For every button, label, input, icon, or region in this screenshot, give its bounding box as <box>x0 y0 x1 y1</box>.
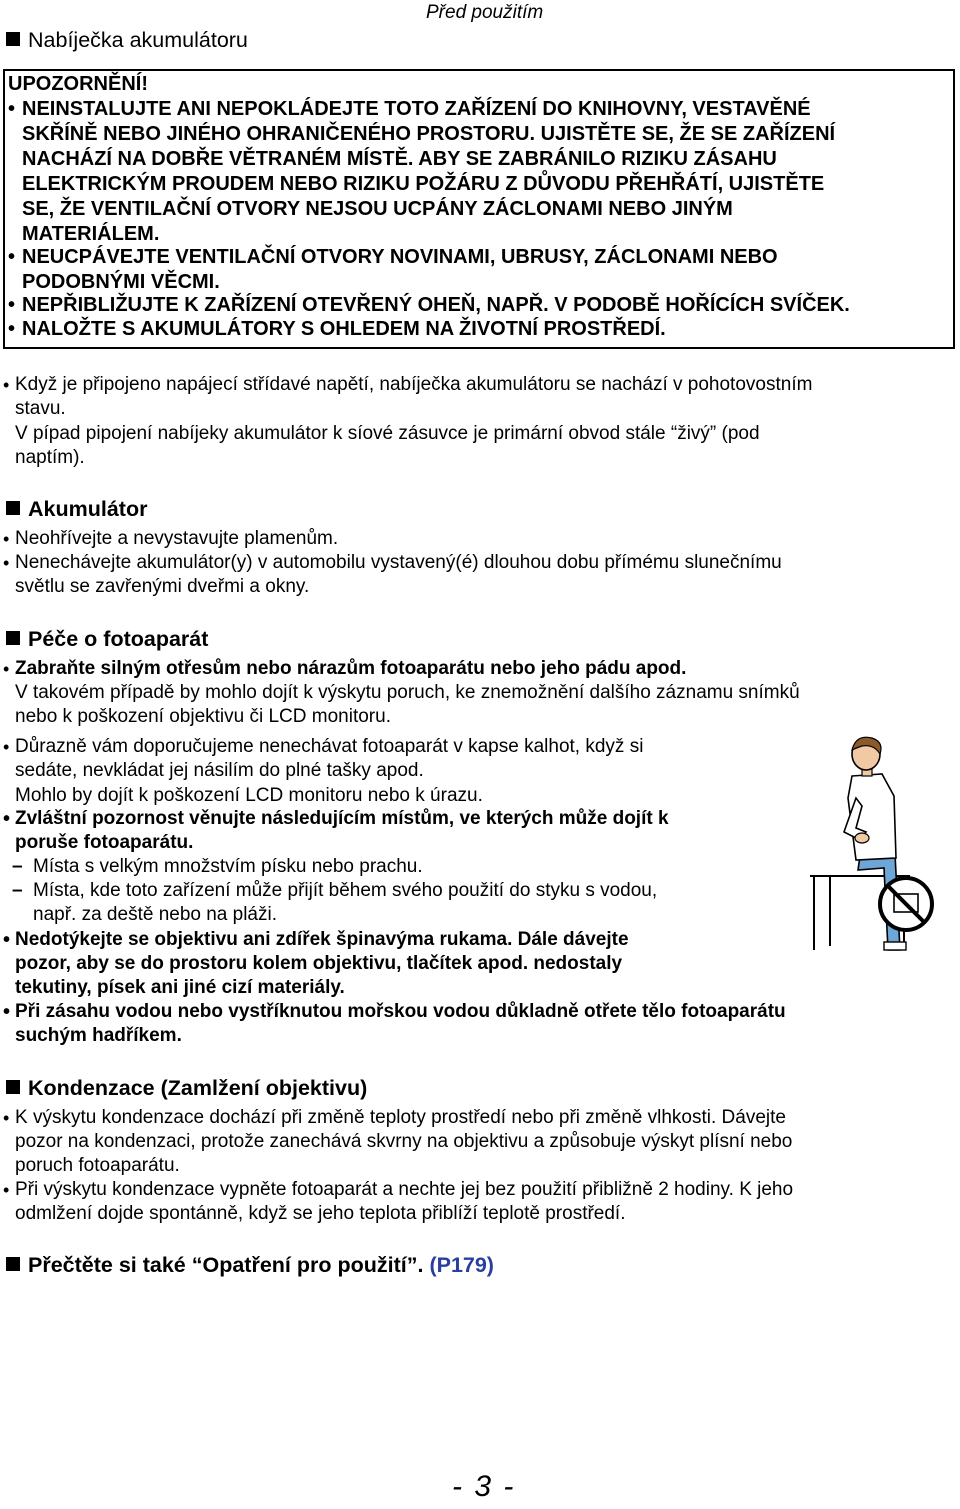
square-bullet-icon <box>6 1080 20 1094</box>
charger-note-line: naptím). <box>15 447 85 468</box>
condensation-line: pozor na kondenzaci, protože zanechává skvrny na objektivu a způsobuje výskyt plísní nebo <box>15 1131 793 1152</box>
warning-title: UPOZORNĚNÍ! <box>8 73 148 95</box>
section-battery: Akumulátor <box>6 497 147 522</box>
battery-item: Nenechávejte akumulátor(y) v automobilu vystavený(é) dlouhou dobu přímému slunečnímu <box>15 552 782 573</box>
camera-subitem: Místa, kde toto zařízení může přijít během svého použití do styku s vodou, <box>33 880 658 901</box>
condensation-line: K výskytu kondenzace dochází při změně teploty prostředí nebo při změně vlhkosti. Dávejte <box>15 1107 786 1128</box>
charger-note-line: Když je připojeno napájecí střídavé napětí, nabíječka akumulátoru se nachází v pohotovostním <box>15 374 813 395</box>
page-number: - 3 - <box>452 1470 516 1503</box>
bullet-icon: • <box>3 375 10 395</box>
bullet-icon: • <box>3 659 10 679</box>
camera-item-bold: suchým hadříkem. <box>15 1025 182 1046</box>
camera-item-bold: tekutiny, písek ani jiné cizí materiály. <box>15 977 345 998</box>
warning-line: SKŘÍNĚ NEBO JINÉHO OHRANIČENÉHO PROSTORU. UJISTĚTE SE, ŽE SE ZAŘÍZENÍ <box>22 123 836 145</box>
bullet-icon: • <box>3 737 10 757</box>
warning-line: NEUCPÁVEJTE VENTILAČNÍ OTVORY NOVINAMI, UBRUSY, ZÁCLONAMI NEBO <box>22 246 778 268</box>
warning-line: MATERIÁLEM. <box>22 223 160 245</box>
chapter-header: Před použitím <box>426 2 544 23</box>
warning-line: SE, ŽE VENTILAČNÍ OTVORY NEJSOU UCPÁNY ZÁCLONAMI NEBO JINÝM <box>22 198 733 220</box>
camera-item-line: Důrazně vám doporučujeme nenechávat fotoaparát v kapse kalhot, když si <box>15 736 644 757</box>
warning-line: NEINSTALUJTE ANI NEPOKLÁDEJTE TOTO ZAŘÍZENÍ DO KNIHOVNY, VESTAVĚNÉ <box>22 98 811 120</box>
warning-line: ELEKTRICKÝM PROUDEM NEBO RIZIKU POŽÁRU Z DŮVODU PŘEHŘÁTÍ, UJISTĚTE <box>22 173 825 195</box>
charger-note-line: stavu. <box>15 398 66 419</box>
charger-note-line: V pípad pipojení nabíjeky akumulátor k síové zásuvce je primární obvod stále “živý” (pod <box>15 423 760 444</box>
bullet-icon: • <box>3 1180 10 1200</box>
battery-item: světlu se zavřenými dveřmi a okny. <box>15 576 310 597</box>
camera-item-bold: poruše fotoaparátu. <box>15 832 194 853</box>
condensation-line: Při výskytu kondenzace vypněte fotoaparát a nechte jej bez použití přibližně 2 hodiny. K jeho <box>15 1179 794 1200</box>
camera-item-line: Mohlo by dojít k poškození LCD monitoru nebo k úrazu. <box>15 785 483 806</box>
bullet-icon: • <box>3 529 10 549</box>
read-also: Přečtěte si také “Opatření pro použití”. (P179) <box>6 1253 494 1278</box>
page-reference-link[interactable]: (P179) <box>429 1253 494 1277</box>
bullet-icon: • <box>3 1108 10 1128</box>
condensation-line: odmlžení dojde spontánně, když se jeho teplota přiblíží teplotě prostředí. <box>15 1203 626 1224</box>
camera-item-line: V takovém případě by mohlo dojít k výskytu poruch, ke znemožnění dalšího záznamu snímků <box>15 682 800 703</box>
bullet-icon: • <box>8 246 16 268</box>
bullet-icon: • <box>8 318 16 340</box>
bullet-icon: • <box>3 808 11 830</box>
dash-bullet: – <box>12 856 23 877</box>
battery-item: Neohřívejte a nevystavujte plamenům. <box>15 528 339 549</box>
warning-line: PODOBNÝMI VĚCMI. <box>22 271 220 293</box>
square-bullet-icon <box>6 501 20 515</box>
section-camera-care: Péče o fotoaparát <box>6 627 208 652</box>
section-condensation: Kondenzace (Zamlžení objektivu) <box>6 1076 367 1101</box>
square-bullet-icon <box>6 32 20 46</box>
camera-item-bold: Zabraňte silným otřesům nebo nárazům fotoaparátu nebo jeho pádu apod. <box>15 658 687 679</box>
camera-subitem: např. za deště nebo na pláži. <box>33 904 278 925</box>
bullet-icon: • <box>3 553 10 573</box>
warning-line: NEPŘIBLIŽUJTE K ZAŘÍZENÍ OTEVŘENÝ OHEŇ, NAPŘ. V PODOBĚ HOŘÍCÍCH SVÍČEK. <box>22 294 850 316</box>
warning-line: NALOŽTE S AKUMULÁTORY S OHLEDEM NA ŽIVOTNÍ PROSTŘEDÍ. <box>22 318 666 340</box>
camera-subitem: Místa s velkým množstvím písku nebo prachu. <box>33 856 423 877</box>
warning-line: NACHÁZÍ NA DOBŘE VĚTRANÉM MÍSTĚ. ABY SE ZABRÁNILO RIZIKU ZÁSAHU <box>22 148 777 170</box>
bullet-icon: • <box>3 1001 11 1023</box>
camera-item-bold: pozor, aby se do prostoru kolem objektivu, tlačítek apod. nedostaly <box>15 953 623 974</box>
section-charger: Nabíječka akumulátoru <box>6 28 248 53</box>
camera-item-line: sedáte, nevkládat jej násilím do plné tašky apod. <box>15 760 424 781</box>
camera-item-bold: Při zásahu vodou nebo vystříknutou mořskou vodou důkladně otřete tělo fotoaparátu <box>15 1001 786 1022</box>
square-bullet-icon <box>6 631 20 645</box>
condensation-line: poruch fotoaparátu. <box>15 1155 180 1176</box>
camera-item-line: nebo k poškození objektivu či LCD monitoru. <box>15 706 391 727</box>
camera-item-bold: Zvláštní pozornost věnujte následujícím místům, ve kterých může dojít k <box>15 808 669 829</box>
camera-item-bold: Nedotýkejte se objektivu ani zdířek špinavýma rukama. Dále dávejte <box>15 929 629 950</box>
bullet-icon: • <box>8 98 16 120</box>
square-bullet-icon <box>6 1257 20 1271</box>
bullet-icon: • <box>8 294 16 316</box>
sitting-person-illustration <box>800 736 950 952</box>
dash-bullet: – <box>12 880 23 901</box>
bullet-icon: • <box>3 929 11 951</box>
